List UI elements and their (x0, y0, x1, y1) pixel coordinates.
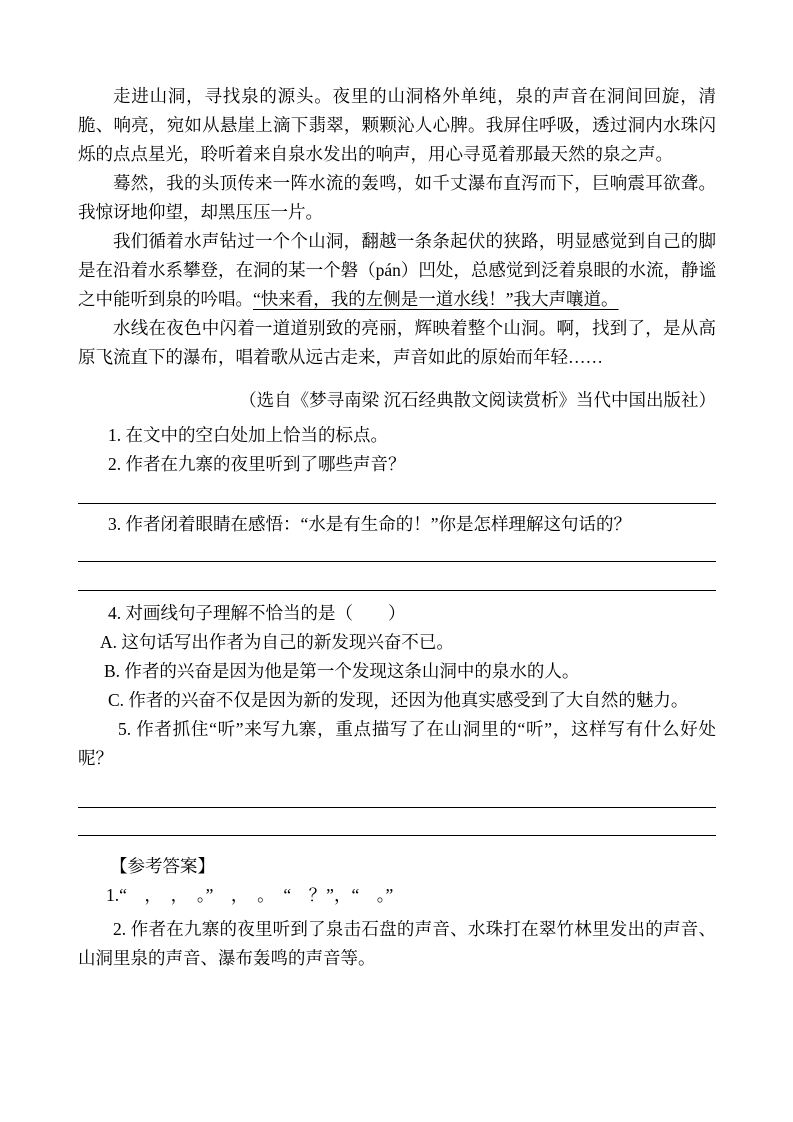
question-3: 3. 作者闭着眼睛在感悟：“水是有生命的！”你是怎样理解这句话的？ (108, 514, 632, 534)
passage-paragraph-3-text: 我们循着水声钻过一个个山洞，翻越一条条起伏的狭路，明显感觉到自己的脚是在沿着水系攀登，在洞的某一个磐（pán）凹处，总感觉到泛着泉眼的水流，静谧之中能听到泉的吟唱。 (78, 231, 716, 309)
answer-key-item-1: 1.“ ， ， 。” ， 。 “ ？”，“ 。” (106, 885, 394, 905)
passage-paragraph-1: 走进山洞，寻找泉的源头。夜里的山洞格外单纯，泉的声音在洞间回旋，清脆、响亮，宛如从悬崖上滴下翡翠，颗颗沁人心脾。我屏住呼吸，透过洞内水珠闪烁的点点星光，聆听着来自泉水发出的响声，用心寻觅着那最天然的泉之声。 (78, 86, 716, 164)
passage-source: （选自《梦寻南梁 沉石经典散文阅读赏析》当代中国出版社） (239, 390, 716, 410)
passage-paragraph-3 (78, 227, 716, 314)
answer-key-item-2: 2. 作者在九寨的夜里听到了泉击石盘的声音、水珠打在翠竹林里发出的声音、山洞里泉的声音、瀑布轰鸣的声音等。 (78, 919, 716, 968)
question-4-option-b: B. 作者的兴奋是因为他是第一个发现这条山洞中的泉水的人。 (104, 661, 580, 681)
answer-line (78, 835, 716, 836)
answer-line (78, 807, 716, 808)
question-4-option-a: A. 这句话写出作者为自己的新发现兴奋不已。 (100, 632, 454, 652)
question-4-option-c: C. 作者的兴奋不仅是因为新的发现，还因为他真实感受到了大自然的魅力。 (108, 690, 689, 710)
answer-line (78, 503, 716, 504)
answer-line (78, 590, 716, 591)
question-5: 5. 作者抓住“听”来写九寨，重点描写了在山洞里的“听”，这样写有什么好处呢？ (78, 719, 716, 768)
passage-paragraph-2: 蓦然，我的头顶传来一阵水流的轰鸣，如千丈瀑布直泻而下，巨响震耳欲聋。我惊讶地仰望，却黑压压一片。 (78, 173, 716, 222)
passage-paragraph-4: 水线在夜色中闪着一道道别致的亮丽，辉映着整个山洞。啊，找到了，是从高原飞流直下的瀑布，唱着歌从远古走来，声音如此的原始而年轻…… (78, 318, 716, 367)
question-1: 1. 在文中的空白处加上恰当的标点。 (108, 425, 388, 445)
answer-key-heading: 【参考答案】 (110, 856, 215, 876)
question-4: 4. 对画线句子理解不恰当的是（ ） (108, 603, 406, 623)
underlined-sentence: “快来看，我的左侧是一道水线！”我大声嚷道。 (253, 289, 619, 309)
question-2: 2. 作者在九寨的夜里听到了哪些声音？ (108, 454, 406, 474)
answer-line (78, 561, 716, 562)
